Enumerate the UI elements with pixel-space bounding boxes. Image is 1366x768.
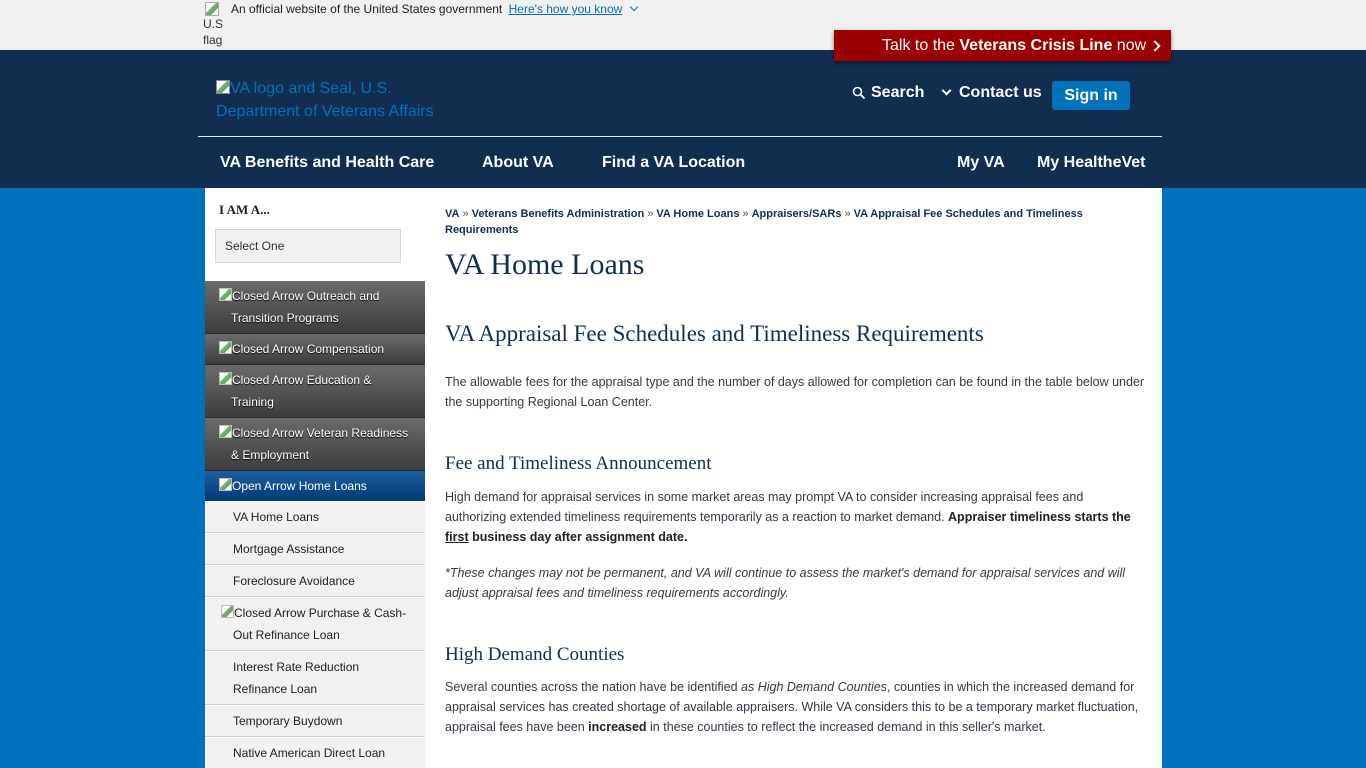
veterans-crisis-line-button[interactable] — [834, 30, 1171, 61]
breadcrumb-appraisers[interactable]: Appraisers/SARs — [751, 208, 842, 220]
va-logo-link[interactable] — [216, 77, 446, 123]
closed-arrow-icon — [219, 288, 232, 301]
sidebar-item-label: Foreclosure Avoidance — [233, 574, 355, 588]
closed-arrow-icon — [219, 372, 232, 385]
official-site-text: An official website of the United States government — [231, 2, 503, 16]
sidebar-item-compensation[interactable] — [205, 334, 425, 365]
sidebar-item-label: VA Home Loans — [233, 510, 319, 524]
counties-text: Several counties across the nation have be identified — [445, 680, 742, 694]
breadcrumb-vba[interactable]: Veterans Benefits Administration — [471, 208, 645, 220]
crisis-bold: Veterans Crisis Line — [959, 37, 1113, 54]
sidebar-item-label: Temporary Buydown — [233, 714, 343, 728]
sidebar-item-label: Training — [231, 395, 274, 409]
sidebar-item-label: Native American Direct Loan — [233, 746, 386, 760]
page-title: VA Home Loans — [445, 248, 645, 281]
search-icon — [852, 86, 866, 100]
counties-text: in these counties to reflect the increased demand in this seller's market. — [646, 720, 1046, 734]
breadcrumb — [445, 206, 1105, 238]
sidebar-item-education[interactable] — [205, 365, 425, 418]
search-label: Search — [871, 84, 925, 101]
sidebar-item-label: Closed Arrow Outreach and — [232, 289, 380, 303]
page-subtitle: VA Appraisal Fee Schedules and Timeliness Requirements — [445, 321, 984, 346]
sidebar-item-label: Refinance Loan — [233, 682, 318, 696]
crisis-prefix: Talk to the — [882, 37, 960, 54]
sidebar-item-label: Closed Arrow Veteran Readiness — [232, 426, 409, 440]
nav-find-va-location[interactable]: Find a VA Location — [602, 154, 746, 171]
breadcrumb-separator: » — [647, 208, 654, 220]
announcement-underline: first — [445, 530, 469, 544]
high-demand-counties-heading: High Demand Counties — [445, 644, 625, 665]
announcement-text: High demand for appraisal services in some market areas may prompt VA to consider increasing appraisal fees and authorizing extended timeliness requirements temporarily as a reaction to market demand. — [445, 490, 1084, 524]
breadcrumb-separator: » — [844, 208, 851, 220]
heres-how-you-know-link[interactable]: Here's how you know — [508, 2, 623, 16]
announcement-paragraph — [445, 487, 1145, 547]
breadcrumb-separator: » — [462, 208, 469, 220]
sidebar-item-home-loans[interactable] — [205, 471, 425, 501]
sidebar — [205, 188, 425, 768]
sidebar-item-outreach[interactable] — [205, 281, 425, 334]
announcement-heading: Fee and Timeliness Announcement — [445, 453, 712, 474]
disclaimer-paragraph: *These changes may not be permanent, and VA will continue to assess the market's demand for appraisal services and will adjust appraisal fees and timeliness requirements accordingly. — [445, 566, 1126, 600]
sidebar-item-label: Closed Arrow Education & — [232, 373, 372, 387]
main-nav — [198, 137, 1162, 188]
us-flag-alt-text: U.S flag — [203, 17, 224, 47]
sidebar-subitem-purchase-refinance[interactable] — [205, 597, 425, 651]
closed-arrow-icon — [221, 605, 234, 618]
counties-text: , counties in which the increased demand for appraisal services has created shortage of available appraisers. While VA considers this to be a temporary market fluctuation, appraisal fees have been — [445, 680, 1139, 734]
i-am-a-label: I AM A... — [219, 202, 270, 217]
sidebar-subitem-mortgage-assistance[interactable] — [205, 533, 425, 565]
sidebar-item-label: Closed Arrow Compensation — [232, 342, 385, 356]
sidebar-item-label: & Employment — [231, 448, 310, 462]
broken-image-icon — [216, 80, 230, 94]
crisis-suffix: now — [1112, 37, 1147, 54]
sidebar-subitem-temporary-buydown[interactable] — [205, 705, 425, 737]
sign-in-button[interactable]: Sign in — [1052, 81, 1130, 110]
va-logo-alt-text: VA logo and Seal, U.S. Department of Veterans Affairs — [216, 80, 434, 120]
search-button[interactable] — [852, 84, 950, 102]
announcement-bold: business day after assignment date. — [468, 530, 688, 544]
sidebar-subitem-va-home-loans[interactable] — [205, 501, 425, 533]
sidebar-item-label: Closed Arrow Purchase & Cash- — [234, 606, 407, 620]
us-flag-image — [203, 2, 225, 48]
nav-benefits-health-care[interactable]: VA Benefits and Health Care — [220, 154, 435, 171]
breadcrumb-separator: » — [742, 208, 749, 220]
chevron-down-icon[interactable] — [629, 3, 637, 11]
intro-paragraph: The allowable fees for the appraisal type and the number of days allowed for completion can be found in the table below under the supporting Regional Loan Center. — [445, 375, 1145, 409]
counties-bold: increased — [588, 720, 647, 734]
breadcrumb-home-loans[interactable]: VA Home Loans — [656, 208, 740, 220]
breadcrumb-current: VA Appraisal Fee Schedules and Timeliness Requirements — [445, 208, 1083, 236]
chevron-down-icon — [942, 85, 952, 95]
sidebar-item-label: Mortgage Assistance — [233, 542, 345, 556]
breadcrumb-va[interactable]: VA — [445, 208, 460, 220]
sidebar-subitem-foreclosure-avoidance[interactable] — [205, 565, 425, 597]
sidebar-subitem-native-american-direct-loan[interactable] — [205, 737, 425, 768]
content-container — [205, 188, 1162, 768]
i-am-a-select[interactable]: Select One — [215, 229, 401, 263]
closed-arrow-icon — [219, 425, 232, 438]
closed-arrow-icon — [219, 341, 232, 354]
sidebar-item-label: Out Refinance Loan — [233, 628, 340, 642]
sidebar-item-label: Open Arrow Home Loans — [232, 479, 367, 493]
counties-italic: as High Demand Counties — [741, 680, 887, 694]
broken-image-icon — [205, 2, 219, 16]
nav-my-healthevet[interactable]: My HealtheVet — [1037, 154, 1146, 171]
announcement-bold: Appraiser timeliness starts the — [948, 510, 1131, 524]
sidebar-item-label: Transition Programs — [231, 311, 339, 325]
sidebar-nav — [205, 281, 425, 768]
sidebar-item-label: Interest Rate Reduction — [233, 660, 360, 674]
chevron-right-icon — [1149, 40, 1160, 51]
contact-us-link[interactable]: Contact us — [959, 84, 1042, 101]
sidebar-subitem-irrrl[interactable] — [205, 651, 425, 705]
open-arrow-icon — [219, 478, 232, 491]
sidebar-item-vre[interactable] — [205, 418, 425, 471]
nav-about-va[interactable]: About VA — [482, 154, 554, 171]
nav-my-va[interactable]: My VA — [957, 154, 1005, 171]
counties-paragraph — [445, 677, 1145, 737]
